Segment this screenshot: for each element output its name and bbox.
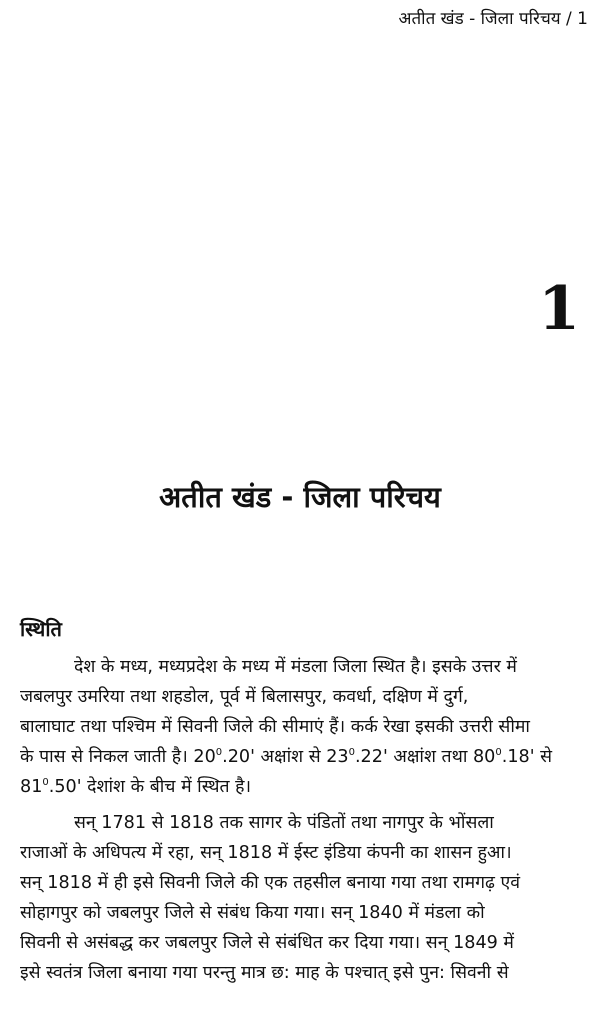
paragraph-line: सन् 1781 से 1818 तक सागर के पंडितों तथा नागपुर के भोंसला	[74, 813, 494, 833]
paragraph-1	[20, 652, 588, 802]
degree-mark: 0	[215, 747, 223, 759]
paragraph-line: सोहागपुर को जबलपुर जिले से संबंध किया गया। सन् 1840 में मंडला को	[20, 903, 485, 923]
chapter-title: अतीत खंड - जिला परिचय	[159, 480, 441, 514]
chapter-number: 1	[538, 274, 580, 344]
paragraph-line: सिवनी से असंबद्ध कर जबलपुर जिले से संबंधित कर दिया गया। सन् 1849 में	[20, 933, 514, 953]
text-fragment: .50' देशांश के बीच में स्थित है।	[48, 777, 252, 797]
degree-mark: 0	[42, 777, 49, 789]
paragraph-line: सन् 1818 में ही इसे सिवनी जिले की एक तहसील बनाया गया तथा रामगढ़ एवं	[20, 873, 521, 893]
text-fragment: .22' अक्षांश तथा 80	[354, 747, 496, 767]
degree-mark: 0	[348, 747, 355, 759]
text-fragment: .20' अक्षांश से 23	[222, 747, 349, 767]
text-fragment: के पास से निकल जाती है। 20	[20, 747, 216, 767]
paragraph-line: बालाघाट तथा पश्चिम में सिवनी जिले की सीमाएं हैं। कर्क रेखा इसकी उत्तरी सीमा	[20, 717, 530, 737]
degree-mark: 0	[495, 747, 502, 759]
section-heading: स्थिति	[20, 617, 62, 641]
section-location	[20, 616, 588, 994]
paragraph-line-coordinates	[20, 772, 588, 802]
paragraph-line: देश के मध्य, मध्यप्रदेश के मध्य में मंडला जिला स्थित है। इसके उत्तर में	[74, 657, 517, 677]
paragraph-line-coordinates	[20, 742, 588, 772]
paragraph-line: जबलपुर उमरिया तथा शहडोल, पूर्व में बिलासपुर, कवर्धा, दक्षिण में दुर्ग,	[20, 687, 469, 707]
text-fragment: 81	[20, 777, 43, 797]
paragraph-2	[20, 808, 588, 988]
paragraph-line: राजाओं के अधिपत्य में रहा, सन् 1818 में ईस्ट इंडिया कंपनी का शासन हुआ।	[20, 843, 512, 863]
running-header: अतीत खंड - जिला परिचय / 1	[398, 9, 588, 29]
text-fragment: .18' से	[501, 747, 553, 767]
paragraph-line: इसे स्वतंत्र जिला बनाया गया परन्तु मात्र छ: माह के पश्चात् इसे पुन: सिवनी से	[20, 963, 509, 983]
